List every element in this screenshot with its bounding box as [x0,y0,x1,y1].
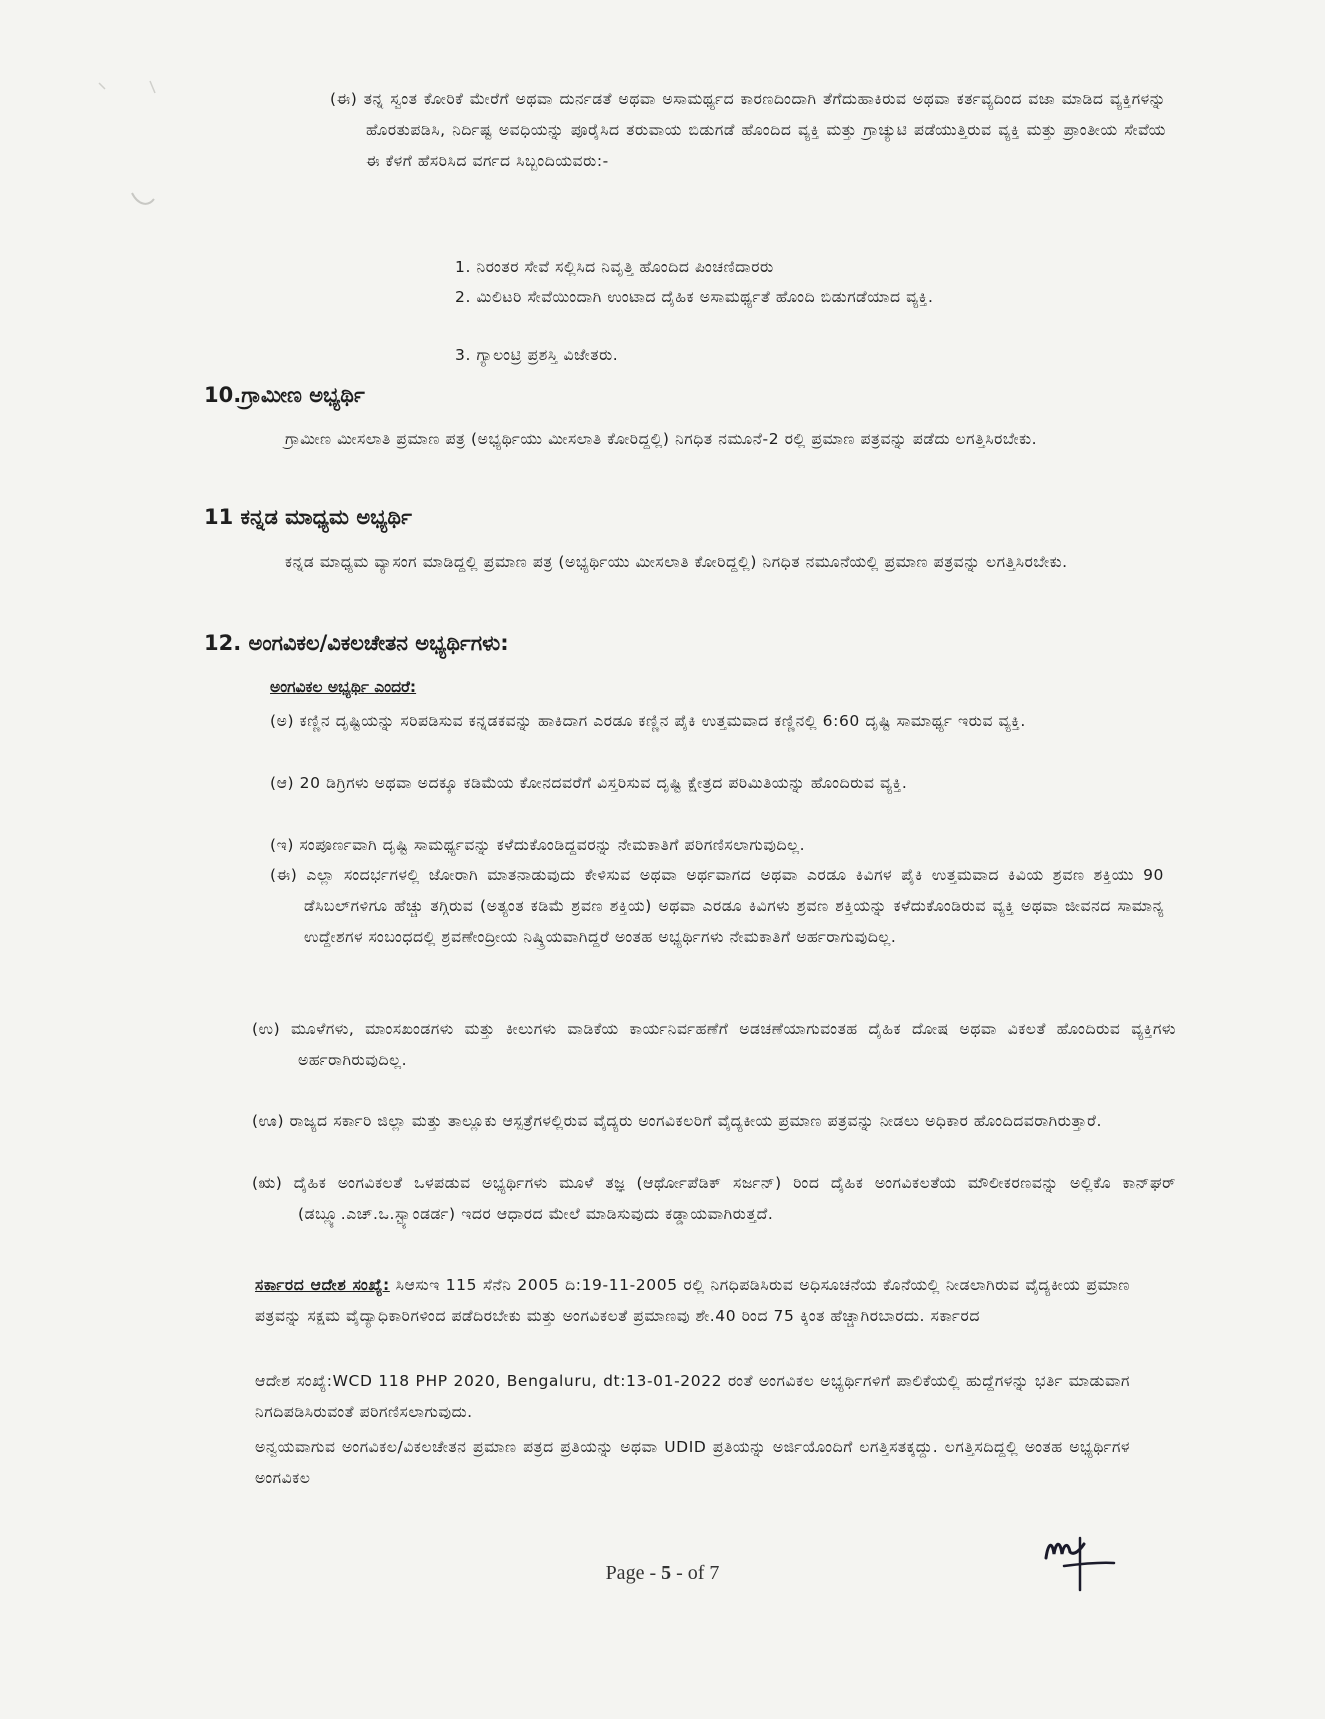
section-11-heading: 11 ಕನ್ನಡ ಮಾಧ್ಯಮ ಅಭ್ಯರ್ಥಿ [204,505,412,529]
list-item [270,768,1164,799]
item-text: ಮಿಲಿಟರಿ ಸೇವೆಯಿಂದಾಗಿ ಉಂಟಾದ ದೈಹಿಕ ಅಸಾಮರ್ಥ್ಯತೆ ಹೊಂದಿ ಬಿಡುಗಡೆಯಾದ ವ್ಯಕ್ತಿ. [476,288,934,306]
item-label: (ಅ) [270,712,295,730]
item-number: 2. [455,288,471,306]
numbered-item [455,340,1135,371]
list-item [252,1106,1176,1137]
scan-artifact [95,75,165,105]
intro-paragraph [330,84,1166,177]
item-label: (ಋ) [252,1174,283,1192]
list-item [252,1168,1176,1230]
section-12-heading: 12. ಅಂಗವಿಕಲ/ವಿಕಲಚೇತನ ಅಭ್ಯರ್ಥಿಗಳು: [204,631,509,655]
numbered-item [455,282,1159,313]
intro-label: (ಈ) [330,90,358,108]
list-item [270,830,1204,861]
page-number: 5 [661,1562,672,1584]
list-item [270,706,1164,737]
item-label: (ಆ) [270,774,295,792]
govt-order-paragraph [255,1270,1130,1332]
govt-order-text-1: ಸಿಆಸುಇ 115 ಸೆನೆನಿ 2005 ದಿ:19-11-2005 ರಲ್ಲಿ ನಿಗಧಿಪಡಿಸಿರುವ ಅಧಿಸೂಚನೆಯ ಕೊನೆಯಲ್ಲಿ ನೀಡಲಾಗಿರುವ ವೈದ್ಯಕೀಯ ಪ್ರಮಾಣ ಪತ್ರವನ್ನು ಸಕ್ಷಮ ವೈದ್ಯಾಧಿಕಾರಿಗಳಿಂದ ಪಡೆದಿರಬೇಕು ಮತ್ತು ಅಂಗವಿಕಲತೆ ಪ್ರಮಾಣವು ಶೇ.40 ರಿಂದ 75 ಕ್ಕಿಂತ ಹೆಚ್ಚಾಗಿರಬಾರದು. ಸರ್ಕಾರದ [255,1276,1130,1325]
scan-artifact [128,185,158,215]
item-text: 20 ಡಿಗ್ರಿಗಳು ಅಥವಾ ಅದಕ್ಕೂ ಕಡಿಮೆಯ ಕೋನದವರೆಗೆ ವಿಸ್ತರಿಸುವ ದೃಷ್ಟಿ ಕ್ಷೇತ್ರದ ಪರಿಮಿತಿಯನ್ನು ಹೊಂದಿರುವ ವ್ಯಕ್ತಿ. [299,774,908,792]
item-text: ನಿರಂತರ ಸೇವೆ ಸಲ್ಲಿಸಿದ ನಿವೃತ್ತಿ ಹೊಂದಿದ ಪಿಂಚಣಿದಾರರು [476,258,774,276]
item-text: ಸಂಪೂರ್ಣವಾಗಿ ದೃಷ್ಟಿ ಸಾಮರ್ಥ್ಯವನ್ನು ಕಳೆದುಕೊಂಡಿದ್ದವರನ್ನು ನೇಮಕಾತಿಗೆ ಪರಿಗಣಿಸಲಾಗುವುದಿಲ್ಲ. [299,836,806,854]
item-number: 3. [455,346,471,364]
page-footer [0,1562,1325,1585]
govt-order-label: ಸರ್ಕಾರದ ಆದೇಶ ಸಂಖ್ಯೆ: [255,1276,390,1294]
item-text: ಗ್ಯಾಲಂಟ್ರಿ ಪ್ರಶಸ್ತಿ ವಿಜೇತರು. [476,346,619,364]
item-text: ಕಣ್ಣಿನ ದೃಷ್ಟಿಯನ್ನು ಸರಿಪಡಿಸುವ ಕನ್ನಡಕವನ್ನು ಹಾಕಿದಾಗ ಎರಡೂ ಕಣ್ಣಿನ ಪೈಕಿ ಉತ್ತಮವಾದ ಕಣ್ಣಿನಲ್ಲಿ 6:60 ದೃಷ್ಟಿ ಸಾಮಾರ್ಥ್ಯ ಇರುವ ವ್ಯಕ್ತಿ. [299,712,1026,730]
item-label: (ಊ) [252,1112,285,1130]
item-number: 1. [455,258,471,276]
item-label: (ಇ) [270,836,294,854]
section-10-heading: 10.ಗ್ರಾಮೀಣ ಅಭ್ಯರ್ಥಿ [204,383,365,407]
item-text: ರಾಜ್ಯದ ಸರ್ಕಾರಿ ಜಿಲ್ಲಾ ಮತ್ತು ತಾಲ್ಲೂಕು ಆಸ್ಪತ್ರೆಗಳಲ್ಲಿರುವ ವೈದ್ಯರು ಅಂಗವಿಕಲರಿಗೆ ವೈದ್ಯಕೀಯ ಪ್ರಮಾಣ ಪತ್ರವನ್ನು ನೀಡಲು ಅಧಿಕಾರ ಹೊಂದಿದವರಾಗಿರುತ್ತಾರೆ. [289,1112,1103,1130]
numbered-item [455,252,1135,283]
list-item [252,1014,1176,1076]
govt-order-paragraph-2: ಆದೇಶ ಸಂಖ್ಯೆ:WCD 118 PHP 2020, Bengaluru, dt:13-01-2022 ರಂತೆ ಅಂಗವಿಕಲ ಅಭ್ಯರ್ಥಿಗಳಿಗೆ ಪಾಲಿಕೆಯಲ್ಲಿ ಹುದ್ದೆಗಳನ್ನು ಭರ್ತಿ ಮಾಡುವಾಗ ನಿಗದಿಪಡಿಸಿರುವಂತೆ ಪರಿಗಣಿಸಲಾಗುವುದು. [255,1372,1130,1421]
govt-order-paragraph-3: ಅನ್ವಯವಾಗುವ ಅಂಗವಿಕಲ/ವಿಕಲಚೇತನ ಪ್ರಮಾಣ ಪತ್ರದ ಪ್ರತಿಯನ್ನು ಅಥವಾ UDID ಪ್ರತಿಯನ್ನು ಅರ್ಜಿಯೊಂದಿಗೆ ಲಗತ್ತಿಸತಕ್ಕದ್ದು. ಲಗತ್ತಿಸದಿದ್ದಲ್ಲಿ ಅಂತಹ ಅಭ್ಯರ್ಥಿಗಳ ಅಂಗವಿಕಲ [255,1438,1130,1487]
list-item [270,860,1164,953]
section-10-text: ಗ್ರಾಮೀಣ ಮೀಸಲಾತಿ ಪ್ರಮಾಣ ಪತ್ರ (ಅಭ್ಯರ್ಥಿಯು ಮೀಸಲಾತಿ ಕೋರಿದ್ದಲ್ಲಿ) ನಿಗಧಿತ ನಮೂನೆ-2 ರಲ್ಲಿ ಪ್ರಮಾಣ ಪತ್ರವನ್ನು ಪಡೆದು ಲಗತ್ತಿಸಿರಬೇಕು. [285,430,1038,448]
intro-text: ತನ್ನ ಸ್ವಂತ ಕೋರಿಕೆ ಮೇರೆಗೆ ಅಥವಾ ದುರ್ನಡತೆ ಅಥವಾ ಅಸಾಮರ್ಥ್ಯದ ಕಾರಣದಿಂದಾಗಿ ತೆಗೆದುಹಾಕಿರುವ ಅಥವಾ ಕರ್ತವ್ಯದಿಂದ ವಜಾ ಮಾಡಿದ ವ್ಯಕ್ತಿಗಳನ್ನು ಹೊರತುಪಡಿಸಿ, ನಿರ್ದಿಷ್ಟ ಅವಧಿಯನ್ನು ಪೂರೈಸಿದ ತರುವಾಯ ಬಿಡುಗಡೆ ಹೊಂದಿದ ವ್ಯಕ್ತಿ ಮತ್ತು ಗ್ರಾಚ್ಯುಟಿ ಪಡೆಯುತ್ತಿರುವ ವ್ಯಕ್ತಿ ಮತ್ತು ಪ್ರಾಂತೀಯ ಸೇವೆಯ ಈ ಕೆಳಗೆ ಹೆಸರಿಸಿದ ವರ್ಗದ ಸಿಬ್ಬಂದಿಯವರು:- [363,90,1166,170]
item-text: ಮೂಳೆಗಳು, ಮಾಂಸಖಂಡಗಳು ಮತ್ತು ಕೀಲುಗಳು ವಾಡಿಕೆಯ ಕಾರ್ಯನಿರ್ವಹಣೆಗೆ ಅಡಚಣೆಯಾಗುವಂತಹ ದೈಹಿಕ ದೋಷ ಅಥವಾ ವಿಕಲತೆ ಹೊಂದಿರುವ ವ್ಯಕ್ತಿಗಳು ಅರ್ಹರಾಗಿರುವುದಿಲ್ಲ. [291,1020,1176,1069]
section-12-subheading: ಅಂಗವಿಕಲ ಅಭ್ಯರ್ಥಿ ಎಂದರೆ: [270,678,417,696]
item-text: ದೈಹಿಕ ಅಂಗವಿಕಲತೆ ಒಳಪಡುವ ಅಭ್ಯರ್ಥಿಗಳು ಮೂಳೆ ತಜ್ಞ (ಆರ್ಥೋಪೆಡಿಕ್ ಸರ್ಜನ್) ರಿಂದ ದೈಹಿಕ ಅಂಗವಿಕಲತೆಯ ಮೌಲೀಕರಣವನ್ನು ಅಲ್ಲಿಕೊ ಕಾನ್‌ಘರ್ (ಡಬ್ಲ್ಯೂ.ಎಚ್.ಒ.ಸ್ಟ್ಯಾಂಡರ್ಡ) ಇದರ ಆಧಾರದ ಮೇಲೆ ಮಾಡಿಸುವುದು ಕಡ್ಡಾಯವಾಗಿರುತ್ತದೆ. [293,1174,1177,1223]
item-text: ಎಲ್ಲಾ ಸಂದರ್ಭಗಳಲ್ಲಿ ಜೋರಾಗಿ ಮಾತನಾಡುವುದು ಕೇಳಿಸುವ ಅಥವಾ ಅರ್ಥವಾಗದ ಅಥವಾ ಎರಡೂ ಕಿವಿಗಳ ಪೈಕಿ ಉತ್ತಮವಾದ ಕಿವಿಯ ಶ್ರವಣ ಶಕ್ತಿಯು 90 ಡೆಸಿಬಲ್‌ಗಳಿಗೂ ಹೆಚ್ಚು ತಗ್ಗಿರುವ (ಅತ್ಯಂತ ಕಡಿಮೆ ಶ್ರವಣ ಶಕ್ತಿಯ) ಅಥವಾ ಎರಡೂ ಕಿವಿಗಳು ಶ್ರವಣ ಶಕ್ತಿಯನ್ನು ಕಳೆದುಕೊಂಡಿರುವ ವ್ಯಕ್ತಿ ಅಥವಾ ಜೀವನದ ಸಾಮಾನ್ಯ ಉದ್ದೇಶಗಳ ಸಂಬಂಧದಲ್ಲಿ ಶ್ರವಣೇಂದ್ರೀಯ ನಿಷ್ಕ್ರಿಯವಾಗಿದ್ದರೆ ಅಂತಹ ಅಭ್ಯರ್ಥಿಗಳು ನೇಮಕಾತಿಗೆ ಅರ್ಹರಾಗುವುದಿಲ್ಲ. [304,866,1164,946]
footer-prefix: Page - [605,1562,662,1584]
section-11-text: ಕನ್ನಡ ಮಾಧ್ಯಮ ವ್ಯಾಸಂಗ ಮಾಡಿದ್ದಲ್ಲಿ ಪ್ರಮಾಣ ಪತ್ರ (ಅಭ್ಯರ್ಥಿಯು ಮೀಸಲಾತಿ ಕೋರಿದ್ದಲ್ಲಿ) ನಿಗಧಿತ ನಮೂನೆಯಲ್ಲಿ ಪ್ರಮಾಣ ಪತ್ರವನ್ನು ಲಗತ್ತಿಸಿರಬೇಕು. [285,553,1068,571]
item-label: (ಉ) [252,1020,281,1038]
footer-suffix: - of 7 [671,1562,720,1584]
signature-mark [1040,1530,1120,1600]
item-label: (ಈ) [270,866,298,884]
